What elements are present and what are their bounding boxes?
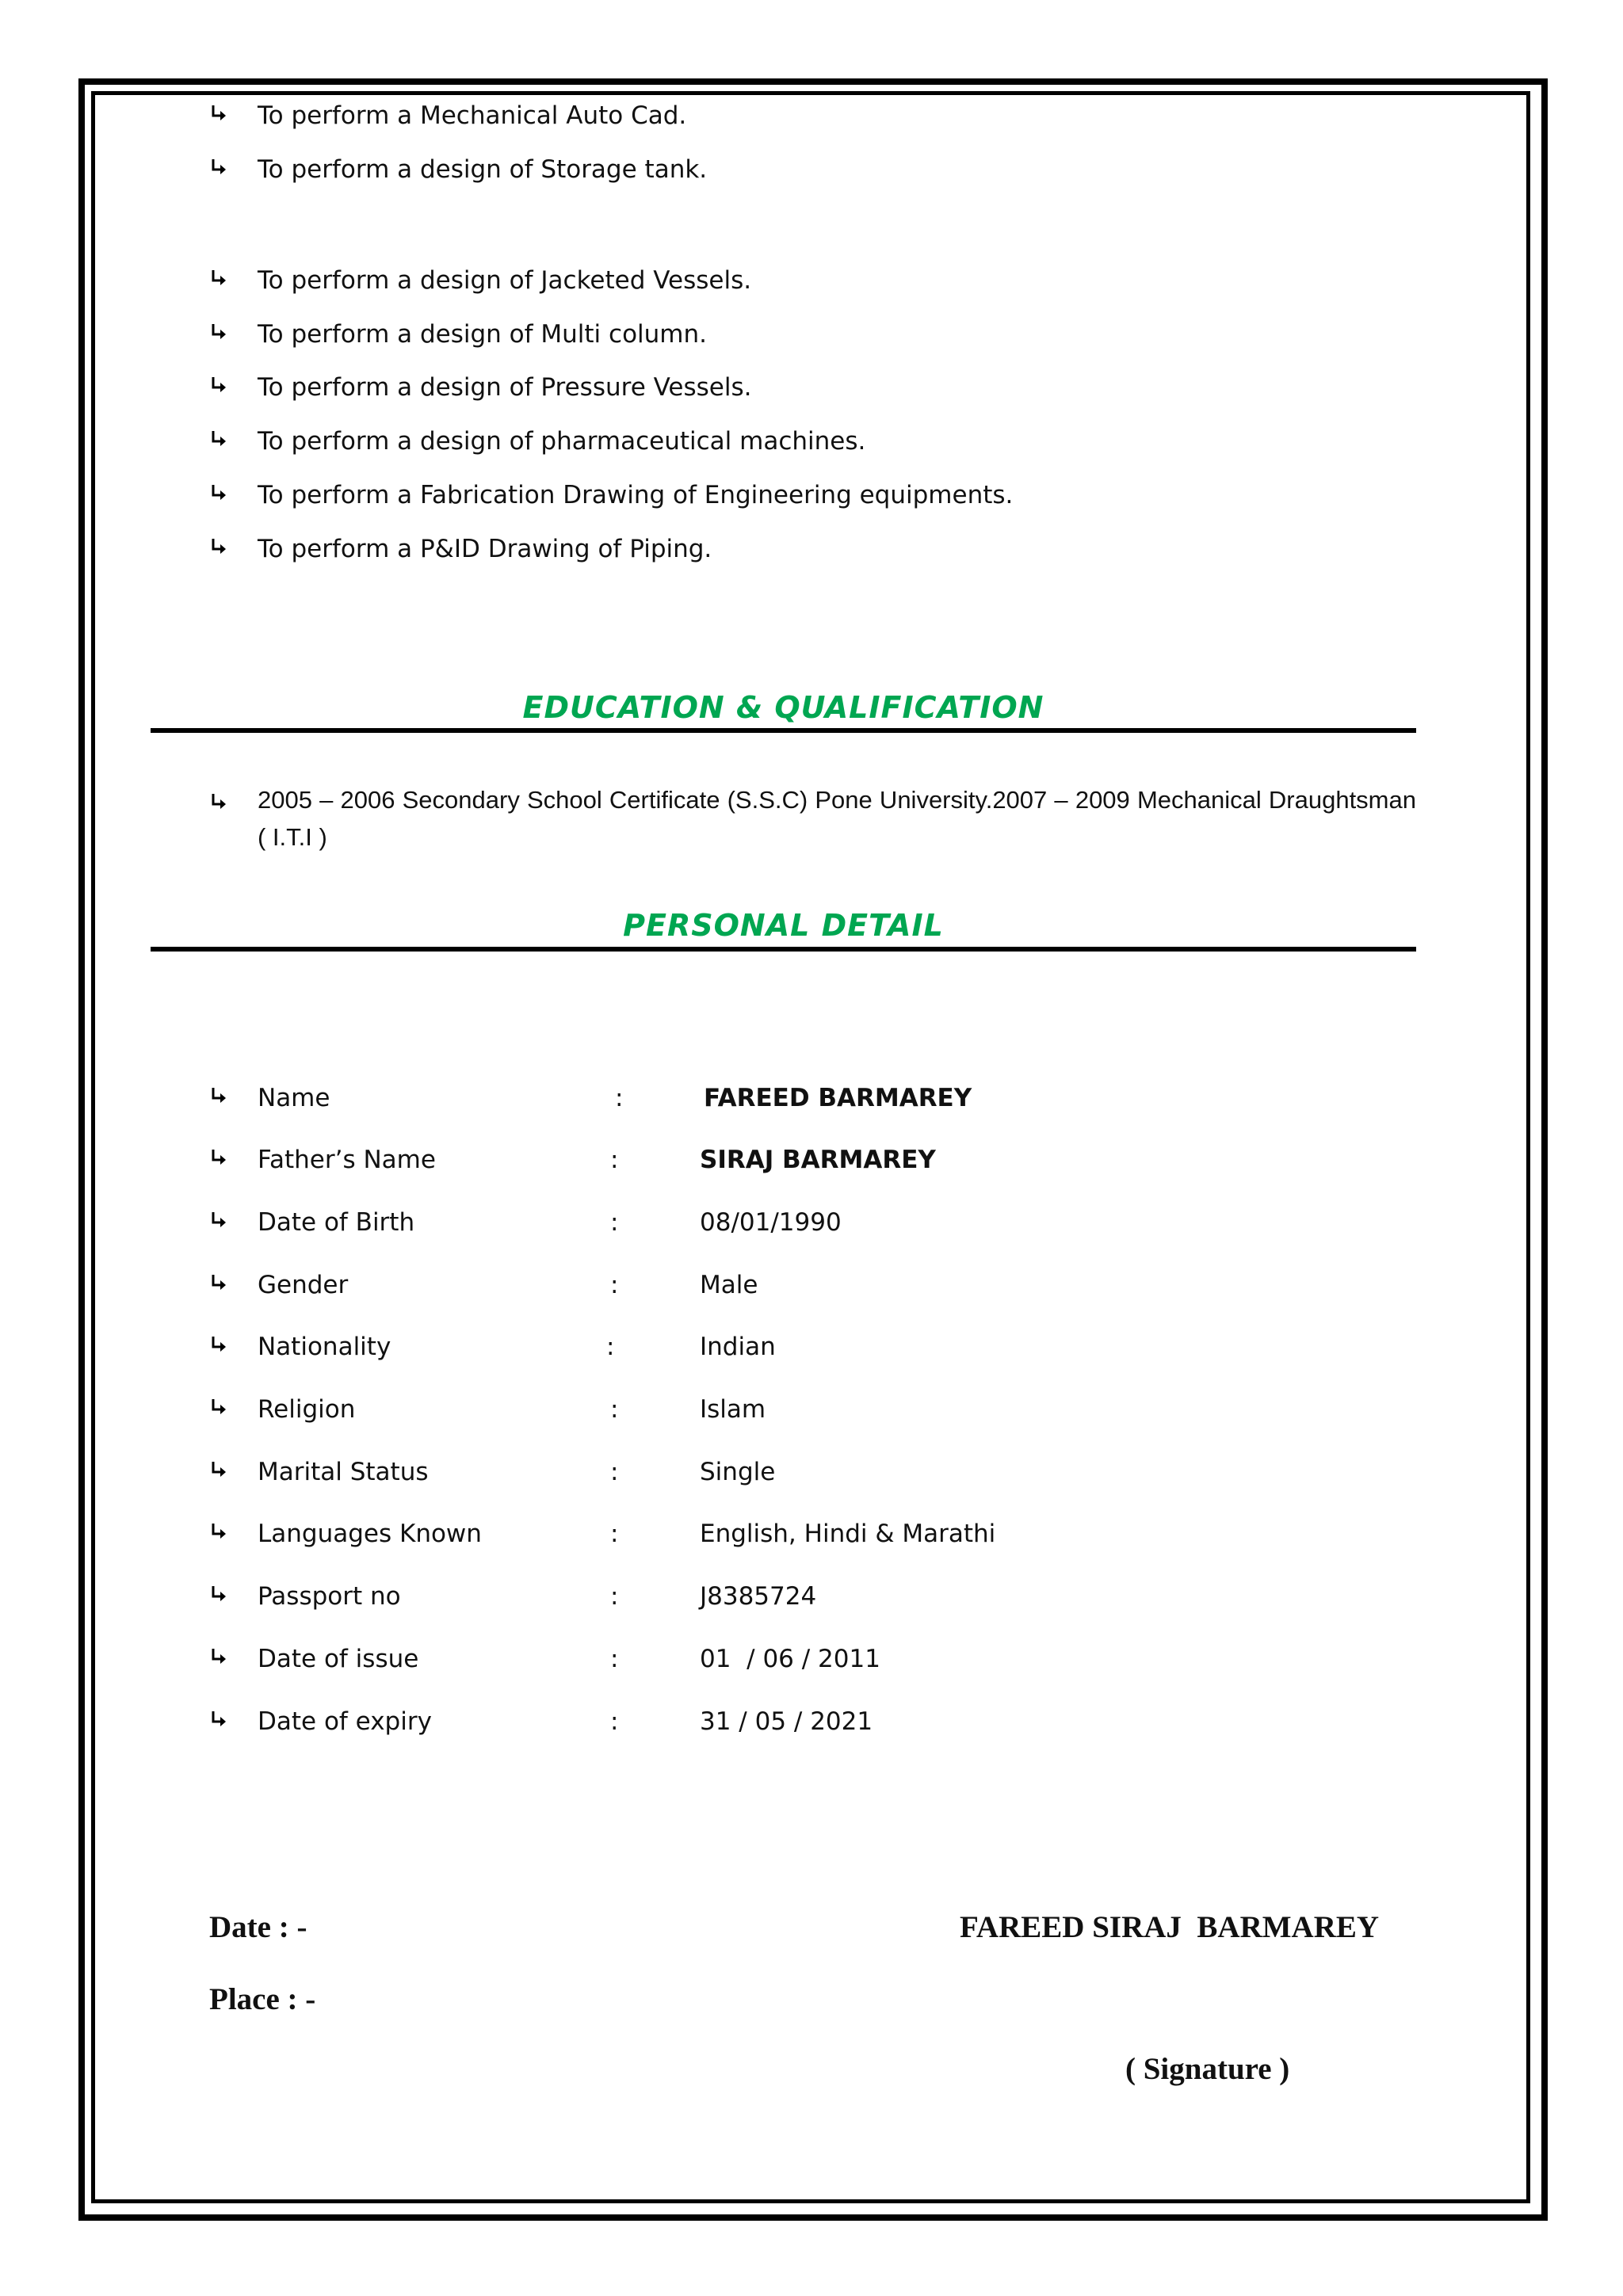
detail-label-date-of-expiry: Date of expiry [258, 1707, 432, 1736]
list-item: To perform a Fabrication Drawing of Engineering equipments. [258, 481, 1014, 509]
detail-value-date-of-issue: 01 / 06 / 2011 [700, 1645, 880, 1673]
detail-value-religion: Islam [700, 1395, 766, 1424]
arrow-down-right-icon [208, 1148, 229, 1169]
arrow-down-right-icon [208, 104, 229, 124]
detail-separator: : [610, 1458, 619, 1486]
arrow-down-right-icon [208, 1273, 229, 1294]
detail-label-date-of-birth: Date of Birth [258, 1208, 415, 1237]
detail-value-marital-status: Single [700, 1458, 776, 1486]
detail-separator: : [610, 1208, 619, 1237]
arrow-down-right-icon [208, 1710, 229, 1730]
detail-label-passport-no: Passport no [258, 1582, 401, 1611]
detail-value-date-of-birth: 08/01/1990 [700, 1208, 842, 1237]
detail-label-father-name: Father’s Name [258, 1146, 436, 1174]
education-entry: 2005 – 2006 Secondary School Certificate (S.S.C) Pone University.2007 – 2009 Mechanical Draughtsman ( I.T.I ) [258, 786, 1416, 851]
detail-label-languages: Languages Known [258, 1520, 482, 1548]
detail-value-name: FAREED BARMAREY [704, 1084, 972, 1112]
section-divider [151, 947, 1416, 952]
arrow-down-right-icon [208, 322, 229, 343]
detail-separator: : [610, 1146, 619, 1174]
arrow-down-right-icon [208, 1335, 229, 1356]
signature-label: ( Signature ) [1125, 2052, 1290, 2086]
list-item: To perform a Mechanical Auto Cad. [258, 101, 687, 130]
arrow-down-right-icon [208, 376, 229, 396]
detail-separator: : [610, 1271, 619, 1299]
detail-label-date-of-issue: Date of issue [258, 1645, 419, 1673]
arrow-down-right-icon [208, 269, 229, 289]
detail-label-name: Name [258, 1084, 330, 1112]
detail-label-nationality: Nationality [258, 1333, 391, 1361]
arrow-down-right-icon [208, 158, 229, 178]
detail-value-languages: English, Hindi & Marathi [700, 1520, 996, 1548]
education-heading: EDUCATION & QUALIFICATION [522, 690, 1044, 725]
detail-value-nationality: Indian [700, 1333, 776, 1361]
detail-label-gender: Gender [258, 1271, 349, 1299]
detail-separator: : [610, 1707, 619, 1736]
arrow-down-right-icon [208, 1585, 229, 1605]
detail-value-father-name: SIRAJ BARMAREY [700, 1146, 936, 1174]
detail-separator: : [610, 1645, 619, 1673]
place-label: Place : - [209, 1982, 316, 2016]
detail-separator: : [606, 1333, 615, 1361]
arrow-down-right-icon [208, 537, 229, 558]
arrow-down-right-icon [208, 1211, 229, 1231]
arrow-down-right-icon [208, 1086, 229, 1107]
arrow-down-right-icon [208, 1398, 229, 1418]
detail-separator: : [610, 1582, 619, 1611]
list-item: To perform a design of Storage tank. [258, 155, 708, 184]
list-item: To perform a design of Multi column. [258, 320, 707, 349]
list-item: To perform a P&ID Drawing of Piping. [258, 535, 712, 563]
detail-separator: : [610, 1520, 619, 1548]
date-label: Date : - [209, 1910, 307, 1944]
detail-value-gender: Male [700, 1271, 758, 1299]
personal-detail-heading: PERSONAL DETAIL [623, 908, 944, 943]
list-item: To perform a design of Jacketed Vessels. [258, 266, 752, 295]
detail-separator: : [615, 1084, 624, 1112]
list-item: To perform a design of pharmaceutical machines. [258, 427, 866, 456]
applicant-full-name: FAREED SIRAJ BARMAREY [960, 1910, 1380, 1944]
detail-label-marital-status: Marital Status [258, 1458, 429, 1486]
arrow-down-right-icon [208, 1460, 229, 1481]
arrow-down-right-icon [208, 1647, 229, 1668]
arrow-down-right-icon [208, 1522, 229, 1543]
detail-separator: : [610, 1395, 619, 1424]
detail-value-date-of-expiry: 31 / 05 / 2021 [700, 1707, 873, 1736]
arrow-down-right-icon [208, 792, 229, 813]
list-item: To perform a design of Pressure Vessels. [258, 373, 752, 402]
detail-label-religion: Religion [258, 1395, 356, 1424]
detail-value-passport-no: J8385724 [700, 1582, 817, 1611]
arrow-down-right-icon [208, 483, 229, 504]
section-divider [151, 728, 1416, 733]
arrow-down-right-icon [208, 429, 229, 450]
